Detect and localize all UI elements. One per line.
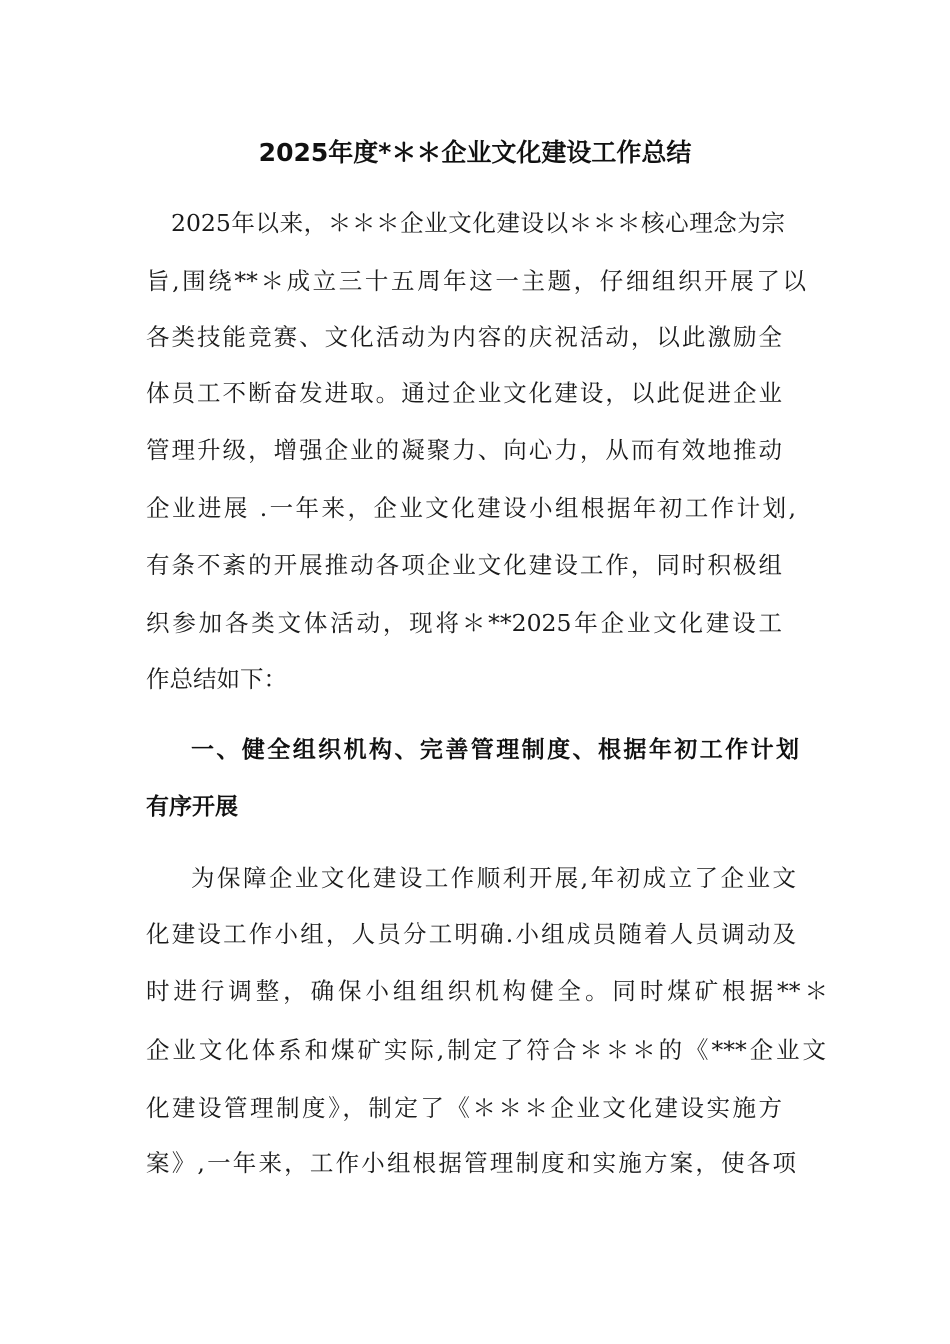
- section1-line-1: 为保障企业文化建设工作顺利开展,年初成立了企业文: [191, 864, 796, 892]
- section1-heading-line-2: 有序开展: [146, 794, 238, 820]
- section1-line-6: 案》,一年来，工作小组根据管理制度和实施方案，使各项: [146, 1149, 796, 1177]
- intro-line-3: 各类技能竞赛、文化活动为内容的庆祝活动，以此激励全: [146, 323, 782, 351]
- section1-line-3: 时进行调整，确保小组组织机构健全。同时煤矿根据**＊: [146, 977, 828, 1005]
- intro-line-4: 体员工不断奋发进取。通过企业文化建设，以此促进企业: [146, 379, 782, 407]
- section1-line-2: 化建设工作小组，人员分工明确.小组成员随着人员调动及: [146, 920, 796, 948]
- section1-line-5: 化建设管理制度》，制定了《＊＊＊企业文化建设实施方: [146, 1094, 782, 1122]
- intro-line-7: 有条不紊的开展推动各项企业文化建设工作，同时积极组: [146, 551, 782, 579]
- section1-heading-line-1: 一、健全组织机构、完善管理制度、根据年初工作计划: [191, 737, 799, 763]
- intro-line-5: 管理升级，增强企业的凝聚力、向心力，从而有效地推动: [146, 436, 782, 464]
- section1-line-4: 企业文化体系和煤矿实际,制定了符合＊＊＊的《***企业文: [146, 1036, 826, 1064]
- intro-line-6: 企业进展 .一年来，企业文化建设小组根据年初工作计划,: [146, 494, 796, 522]
- document-title: 2025年度*＊＊企业文化建设工作总结: [258, 138, 692, 167]
- intro-line-1: 2025年以来，＊＊＊企业文化建设以＊＊＊核心理念为宗: [171, 209, 785, 237]
- intro-line-9: 作总结如下：: [146, 665, 287, 693]
- intro-line-2: 旨,围绕**＊成立三十五周年这一主题，仔细组织开展了以: [146, 267, 806, 295]
- intro-line-8: 织参加各类文体活动，现将＊**2025年企业文化建设工: [146, 609, 782, 637]
